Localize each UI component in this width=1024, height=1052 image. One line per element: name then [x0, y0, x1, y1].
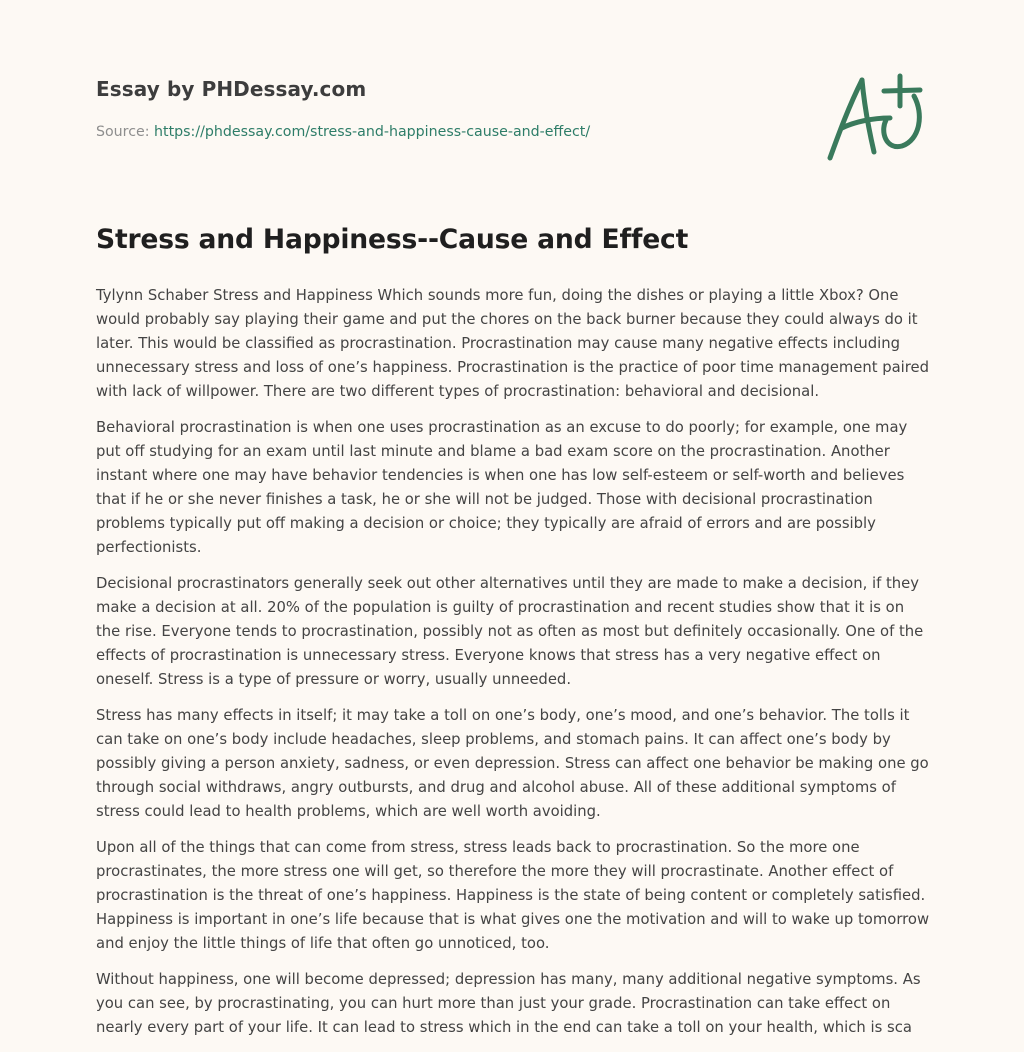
- essay-paragraph: Behavioral procrastination is when one uses procrastination as an excuse to do poorly; for example, one may put off studying for an exam until last minute and blame a bad exam score on the procrastination. Another instant where one may have behavior tendencies is when one has low self-esteem or self-worth and believes that if he or she never finishes a task, he or she will not be judged. Those with decisional procrastination problems typically put off making a decision or choice; they typically are afraid of errors and are possibly perfectionists.: [96, 419, 908, 556]
- source-link[interactable]: https://phdessay.com/stress-and-happiness-cause-and-effect/: [154, 124, 591, 140]
- source-label: Source:: [96, 124, 155, 140]
- essay-paragraph: Without happiness, one will become depressed; depression has many, many additional negative symptoms. As you can see, by procrastinating, you can hurt more than just your grade. Procrastination can take effect on nearly every part of your life. It can lead to stress which in the end can take a toll on your health, which is sca: [96, 971, 921, 1036]
- essay-paragraph: Stress has many effects in itself; it may take a toll on one’s body, one’s mood, and one’s behavior. The tolls it can take on one’s body include headaches, sleep problems, and stomach pains. It can affect one’s body by possibly giving a person anxiety, sadness, or even depression. Stress can affect one behavior be making one go through social withdraws, angry outbursts, and drug and alcohol abuse. All of these additional symptoms of stress could lead to health problems, which are well worth avoiding.: [96, 707, 929, 820]
- essay-title: Stress and Happiness--Cause and Effect: [96, 224, 689, 255]
- essay-paragraph: Tylynn Schaber Stress and Happiness Which sounds more fun, doing the dishes or playing a little Xbox? One would probably say playing their game and put the chores on the back burner because they could always do it later. This would be classified as procrastination. Procrastination may cause many negative effects including unnecessary stress and loss of one’s happiness. Procrastination is the practice of poor time management paired with lack of willpower. There are two different types of procrastination: behavioral and decisional.: [96, 287, 930, 400]
- essay-paragraph: Upon all of the things that can come from stress, stress leads back to procrastination. So the more one procrastinates, the more stress one will get, so therefore the more they will procrastinate. Another effect of procrastination is the threat of one’s happiness. Happiness is the state of being content or completely satisfied. Happiness is important in one’s life because that is what gives one the motivation and will to wake up tomorrow and enjoy the little things of life that often go unnoticed, too.: [96, 839, 930, 952]
- source-line: [96, 124, 590, 140]
- a-plus-grade-icon: [820, 66, 930, 166]
- site-title: Essay by PHDessay.com: [96, 77, 367, 101]
- essay-paragraph: Decisional procrastinators generally seek out other alternatives until they are made to make a decision, if they make a decision at all. 20% of the population is guilty of procrastination and recent studies show that it is on the rise. Everyone tends to procrastination, possibly not as often as most but definitely occasionally. One of the effects of procrastination is unnecessary stress. Everyone knows that stress has a very negative effect on oneself. Stress is a type of pressure or worry, usually unneeded.: [96, 575, 924, 688]
- essay-body: [96, 284, 932, 1052]
